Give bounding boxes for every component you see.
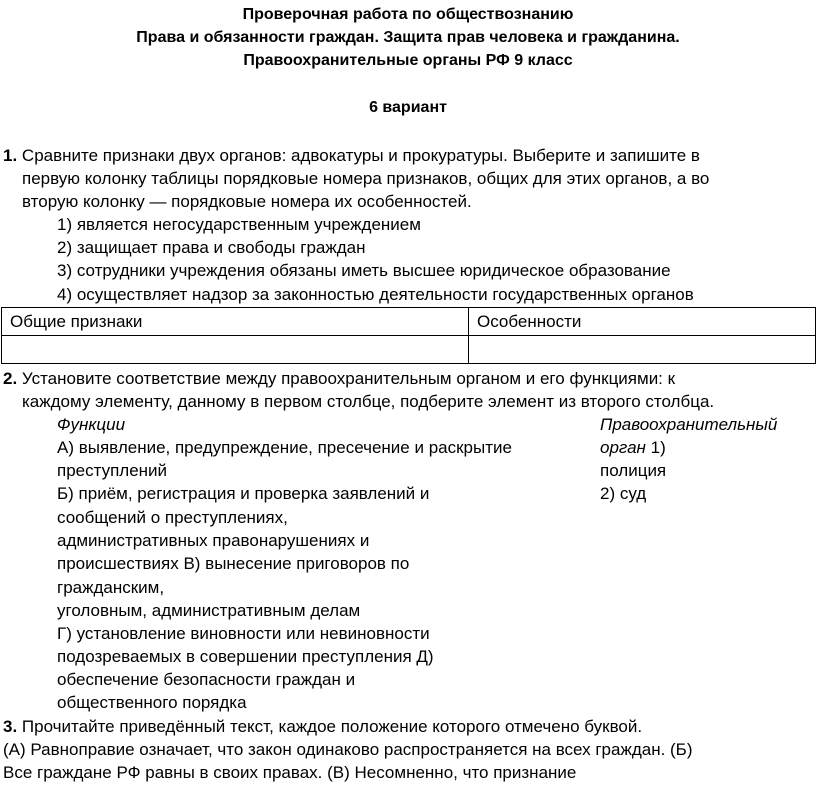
answer-cell-special[interactable] (469, 336, 816, 364)
table-answer-row (2, 336, 816, 364)
function-line: преступлений (57, 461, 168, 480)
q3-text-line: (А) Равноправие означает, что закон одинаково распространяется на всех граждан. (Б) (3, 740, 693, 759)
q3-text-line: Прочитайте приведённый текст, каждое положение которого отмечено буквой. (17, 717, 643, 736)
organ-header-line-2 (600, 437, 666, 459)
q1-text-line: вторую колонку — порядковые номера их особенностей. (22, 192, 472, 211)
function-line: А) выявление, предупреждение, пресечение и раскрытие (57, 438, 512, 457)
function-line: происшествиях В) вынесение приговоров по (57, 554, 410, 573)
q2-number: 2. (3, 369, 18, 388)
q2-first-line (3, 368, 675, 390)
table-header-common: Общие признаки (2, 308, 469, 336)
function-line: сообщений о преступлениях, (57, 508, 288, 527)
organ-header-word: орган (600, 438, 646, 457)
title-line-3: Правоохранительные органы РФ 9 класс (243, 52, 573, 69)
q1-first-line (3, 145, 700, 167)
organ-header: Правоохранительный (600, 415, 778, 434)
functions-header: Функции (57, 415, 126, 434)
organ-option: 2) суд (600, 484, 647, 503)
title-line-1: Проверочная работа по обществознанию (242, 6, 574, 23)
function-line: гражданским, (57, 578, 165, 597)
q2-text-line: Установите соответствие между правоохранительным органом и его функциями: к (21, 369, 676, 388)
q1-option: 1) является негосударственным учреждением (57, 215, 421, 234)
q1-text-line: первую колонку таблицы порядковые номера признаков, общих для этих органов, а во (22, 169, 710, 188)
answer-cell-common[interactable] (2, 336, 469, 364)
function-line: административных правонарушениях и (57, 531, 370, 550)
q3-number: 3. (3, 717, 18, 736)
q2-text-line: каждому элементу, данному в первом столбце, подберите элемент из второго столбца. (22, 392, 715, 411)
q3-text-line: Все граждане РФ равны в своих правах. (В) Несомненно, что признание (3, 763, 577, 782)
q1-number: 1. (3, 146, 18, 165)
table-header-row (2, 308, 816, 336)
function-line: Б) приём, регистрация и проверка заявлений и (57, 484, 430, 503)
q1-option: 2) защищает права и свободы граждан (57, 238, 366, 257)
title-line-2: Права и обязанности граждан. Защита прав человека и гражданина. (136, 29, 680, 46)
function-line: подозреваемых в совершении преступления Д) (57, 647, 434, 666)
function-line: обеспечение безопасности граждан и (57, 670, 356, 689)
q1-answer-table (1, 307, 816, 364)
function-line: уголовным, административным делам (57, 601, 361, 620)
q3-first-line (3, 716, 642, 738)
function-line: Г) установление виновности или невиновности (57, 624, 430, 643)
function-line: общественного порядка (57, 693, 247, 712)
organ-option-number: 1) (645, 438, 666, 457)
table-header-special: Особенности (469, 308, 816, 336)
q1-option: 4) осуществляет надзор за законностью деятельности государственных органов (57, 285, 694, 304)
q1-option: 3) сотрудники учреждения обязаны иметь высшее юридическое образование (57, 261, 671, 280)
organ-option: полиция (600, 461, 667, 480)
variant-label: 6 вариант (369, 99, 447, 116)
q1-text-line: Сравните признаки двух органов: адвокатуры и прокуратуры. Выберите и запишите в (21, 146, 700, 165)
